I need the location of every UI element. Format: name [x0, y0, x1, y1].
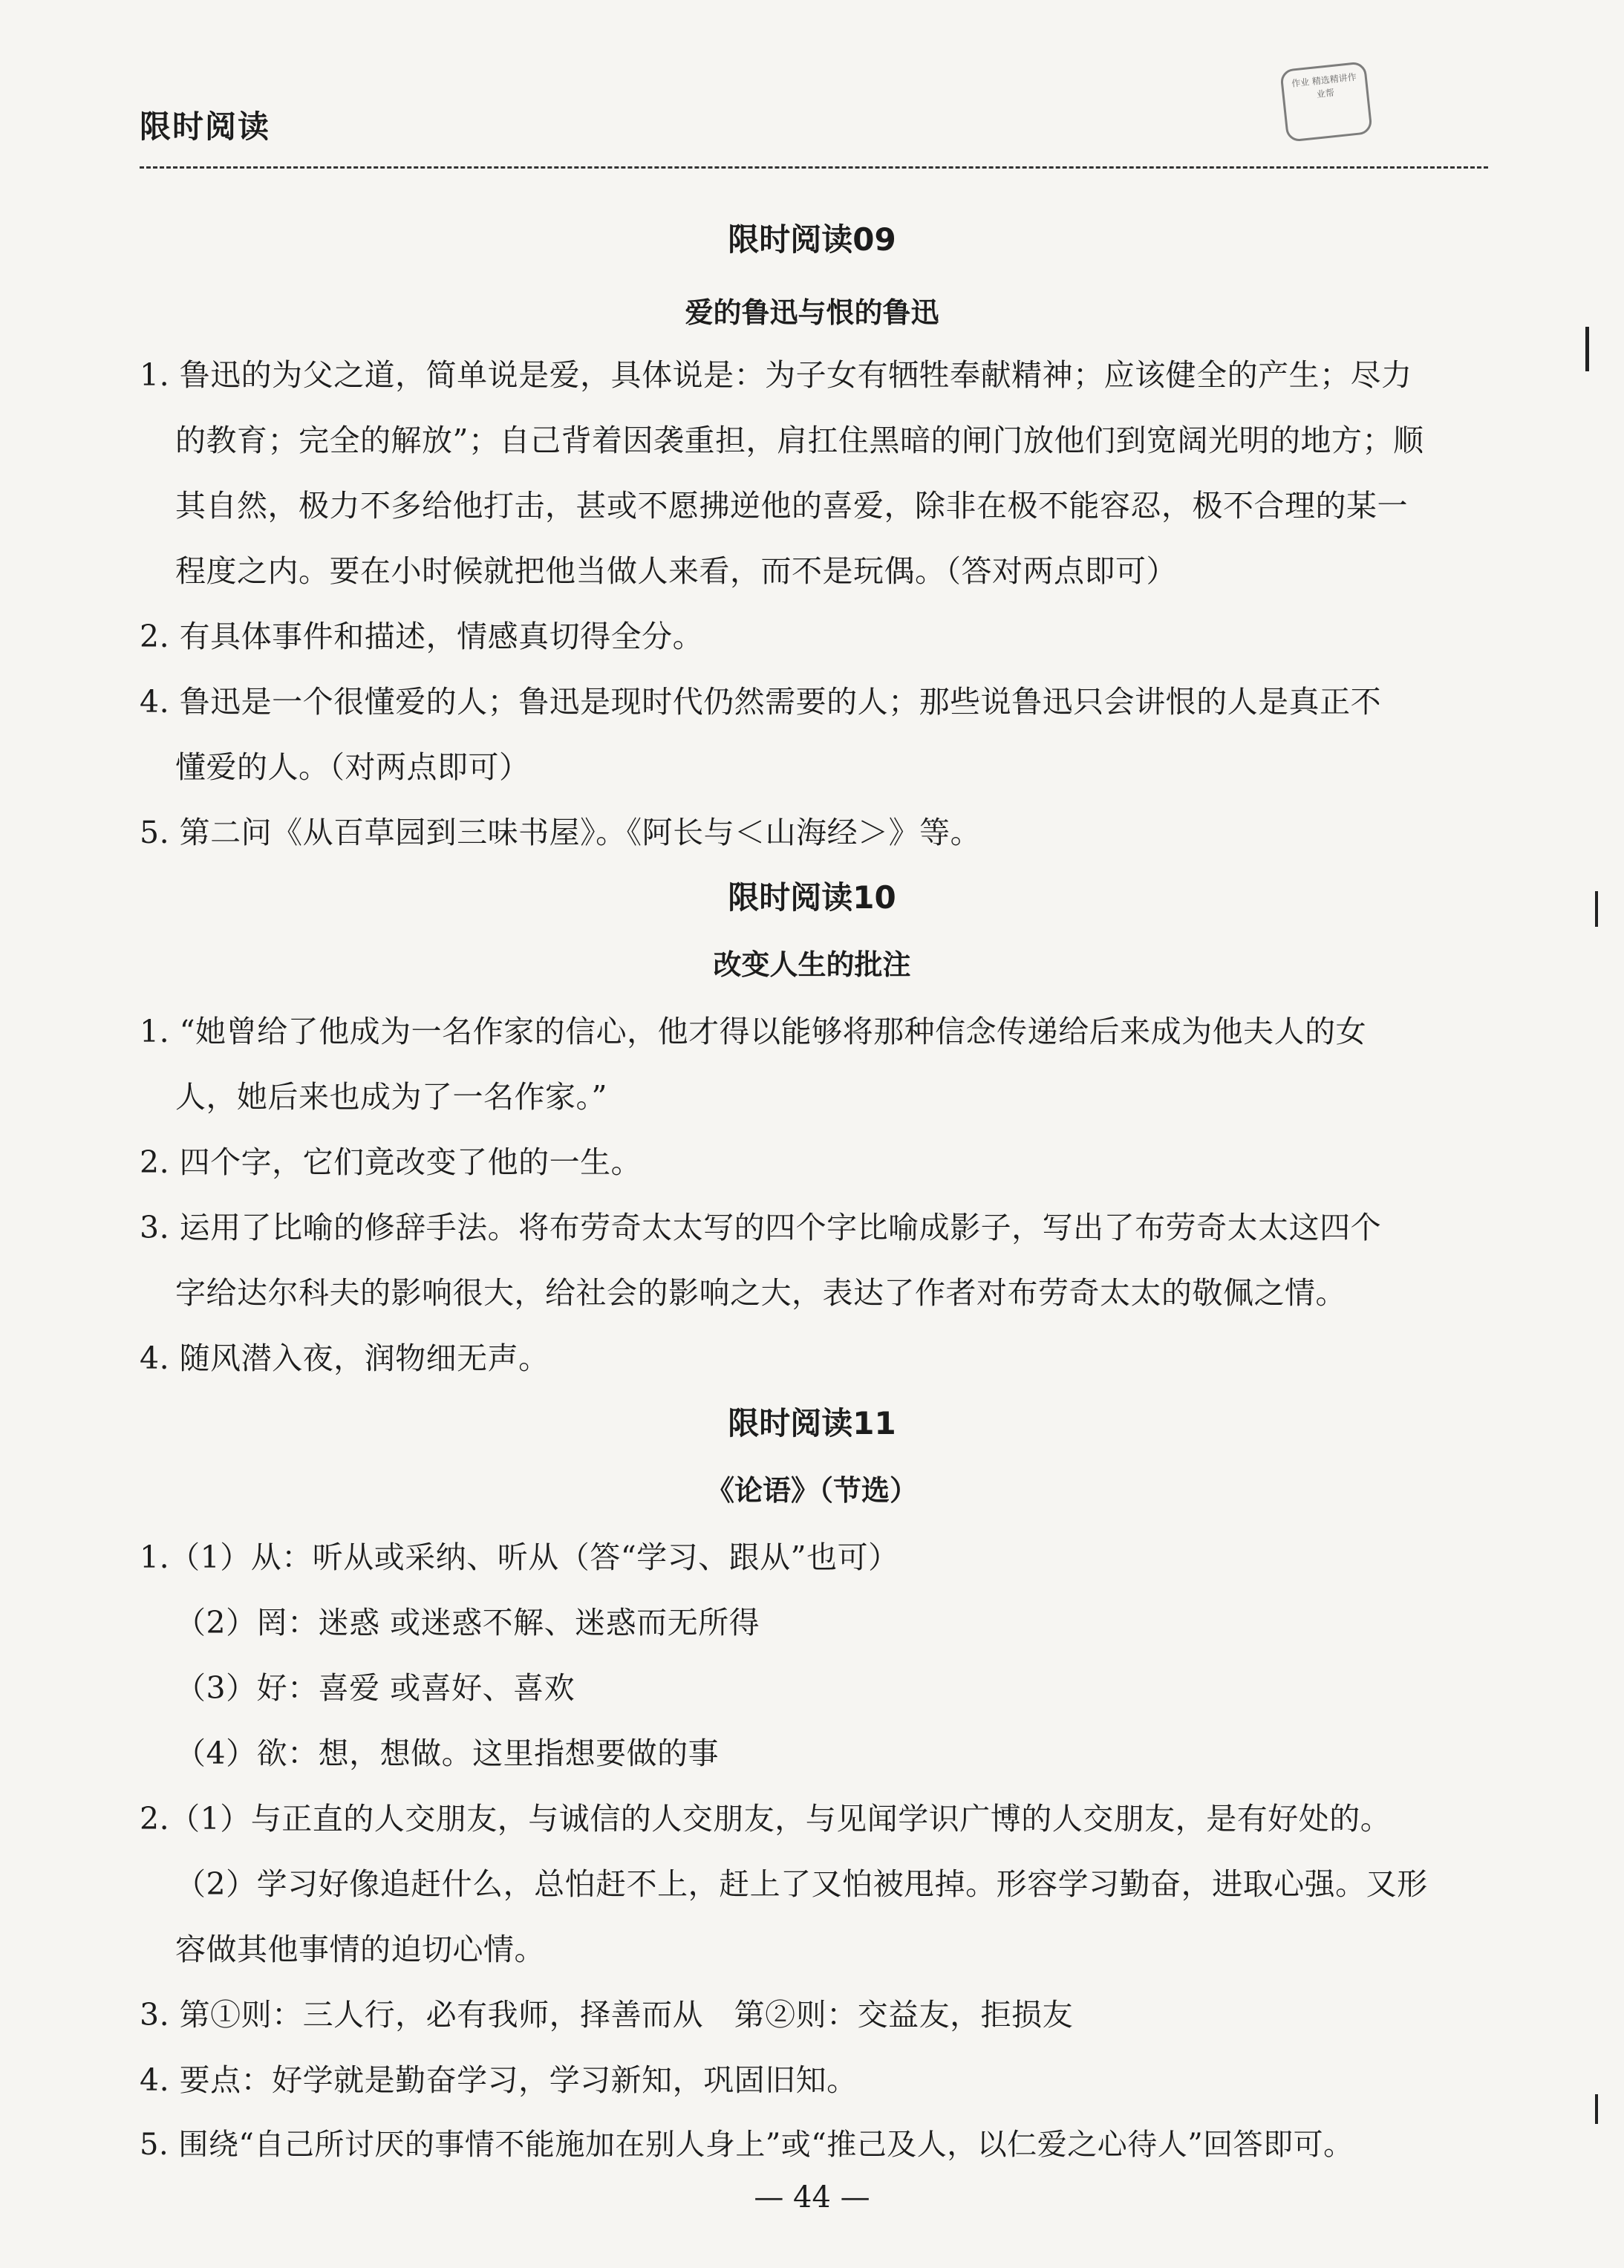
running-header: 限时阅读	[140, 108, 271, 145]
answer-line: 5. 围绕“自己所讨厌的事情不能施加在别人身上”或“推己及人，以仁爱之心待人”回答即可。	[140, 2128, 1354, 2162]
section-title: 限时阅读09	[728, 221, 896, 258]
answer-line: 4. 要点：好学就是勤奋学习，学习新知，巩固旧知。	[140, 2062, 858, 2098]
answer-line: （2）学习好像追赶什么，总怕赶不上，赶上了又怕被甩掉。形容学习勤奋，进取心强。又形	[175, 1866, 1428, 1902]
answer-line: 2.（1）与正直的人交朋友，与诚信的人交朋友，与见闻学识广博的人交朋友，是有好处的。	[140, 1801, 1392, 1837]
answer-line: 4. 随风潜入夜，润物细无声。	[140, 1340, 550, 1376]
answer-line: 1. 鲁迅的为父之道，简单说是爱，具体说是：为子女有牺牲奉献精神；应该健全的产生；尽力	[140, 357, 1412, 393]
answer-line: 1. “她曾给了他成为一名作家的信心，他才得以能够将那种信念传递给后来成为他夫人的女	[140, 1014, 1367, 1049]
section-title: 限时阅读11	[728, 1405, 896, 1441]
section-title: 限时阅读10	[728, 879, 896, 916]
answer-line: （4）欲：想，想做。这里指想要做的事	[175, 1736, 720, 1771]
answer-line: 程度之内。要在小时候就把他当做人来看，而不是玩偶。（答对两点即可）	[175, 553, 1177, 589]
answer-line: （3）好：喜爱 或喜好、喜欢	[175, 1670, 575, 1706]
answer-line: 1.（1）从：听从或采纳、听从（答“学习、跟从”也可）	[140, 1539, 899, 1575]
answer-line: 3. 运用了比喻的修辞手法。将布劳奇太太写的四个字比喻成影子，写出了布劳奇太太这四个	[140, 1210, 1382, 1245]
answer-line: 3. 第①则：三人行，必有我师，择善而从 第②则：交益友，拒损友	[140, 1997, 1074, 2033]
answer-line: 4. 鲁迅是一个很懂爱的人；鲁迅是现时代仍然需要的人；那些说鲁迅只会讲恨的人是真正不	[140, 684, 1382, 720]
answer-line: 其自然，极力不多给他打击，甚或不愿拂逆他的喜爱，除非在极不能容忍，极不合理的某一	[175, 488, 1408, 524]
answer-line: 人，她后来也成为了一名作家。”	[175, 1079, 607, 1115]
answer-line: 的教育；完全的解放”；自己背着因袭重担，肩扛住黑暗的闸门放他们到宽阔光明的地方；顺	[175, 423, 1424, 458]
answer-line: 5. 第二问《从百草园到三味书屋》。《阿长与＜山海经＞》等。	[140, 815, 982, 850]
header-divider	[140, 166, 1488, 169]
page-number: — 44 —	[754, 2180, 870, 2215]
scan-edge-mark	[1585, 327, 1589, 371]
scan-edge-mark	[1595, 2094, 1598, 2124]
answer-line: 字给达尔科夫的影响很大，给社会的影响之大，表达了作者对布劳奇太太的敬佩之情。	[175, 1275, 1346, 1311]
answer-line: 2. 四个字，它们竟改变了他的一生。	[140, 1144, 642, 1180]
article-title: 爱的鲁迅与恨的鲁迅	[685, 296, 939, 329]
article-title: 《论语》（节选）	[705, 1474, 918, 1507]
article-title: 改变人生的批注	[713, 948, 911, 981]
answer-line: 容做其他事情的迫切心情。	[175, 1932, 545, 1967]
answer-line: 2. 有具体事件和描述，情感真切得全分。	[140, 619, 704, 654]
answer-line: （2）罔：迷惑 或迷惑不解、迷惑而无所得	[175, 1605, 760, 1640]
stamp-logo	[1279, 61, 1373, 143]
answer-line: 懂爱的人。（对两点即可）	[175, 749, 530, 785]
stamp-text: 作业 精选精讲作业帮	[1291, 71, 1357, 100]
